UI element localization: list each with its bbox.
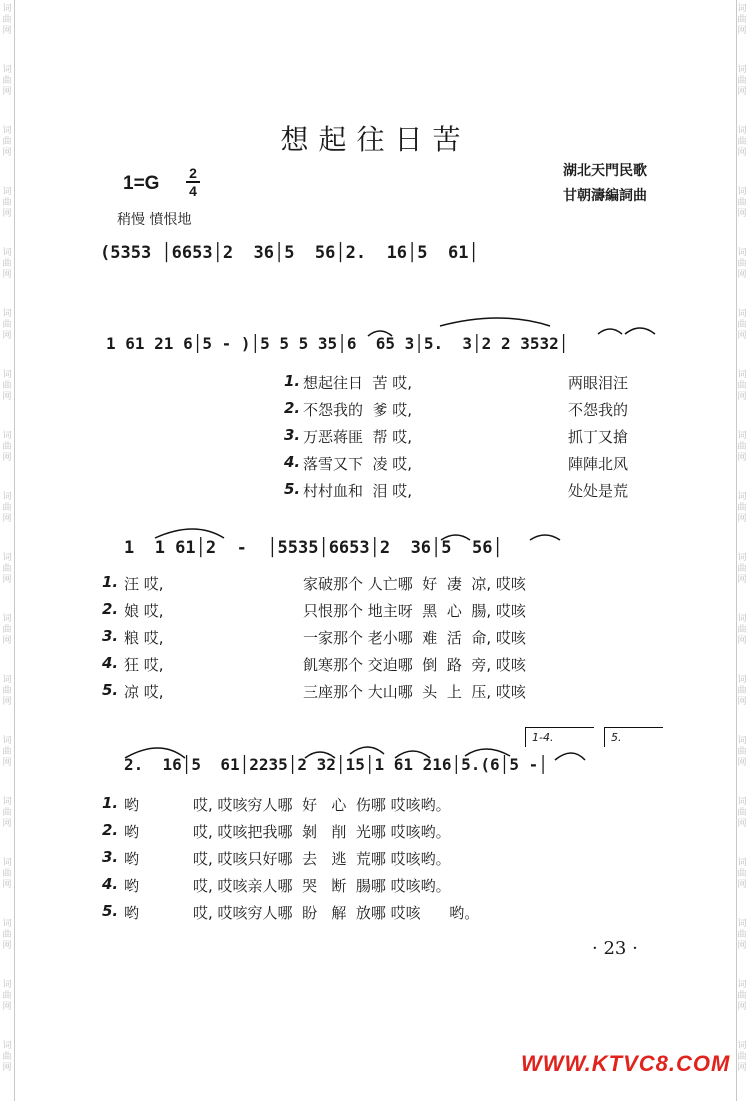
meter-top: 2 [189,165,197,181]
watermark-text: 词 曲 网 [2,1041,12,1073]
arranger-credit: 甘朝濤編詞曲 [563,188,647,204]
verse-start-text: 哟 [124,877,140,895]
watermark-text: 词 曲 网 [2,431,12,463]
watermark-text: 词 曲 网 [737,919,747,951]
verse-lyric-line: 哎, 哎咳穷人哪 盼 解 放哪 哎咳 哟。 [193,904,480,922]
verse-number: 2. [102,821,119,839]
tempo-marking: 稍慢 憤恨地 [117,212,192,228]
watermark-text: 词 曲 网 [2,553,12,585]
key-signature: 1=G [123,173,160,194]
song-source: 湖北天門民歌 [563,163,647,179]
watermark-text: 词 曲 网 [2,614,12,646]
verse-lyric-line: 哎, 哎咳亲人哪 哭 断 腸哪 哎咳哟。 [193,877,451,895]
watermark-text: 词 曲 网 [2,797,12,829]
verse-start-text: 凉 哎, [124,683,164,701]
volta-second-ending: 5. [604,727,663,747]
notation-row-3: 1 1 61│2 - │5535│6653│2 36│5 56│ [124,538,503,558]
verse-number: 1. [102,794,119,812]
verse-end-text: 陣陣北风 [568,455,629,473]
watermark-text: 词 曲 网 [2,4,12,36]
verse-lyric-line: 村村血和 泪 哎, [303,482,413,500]
verse-number: 1. [102,573,119,591]
verse-start-text: 哟 [124,850,140,868]
verse-start-text: 汪 哎, [124,575,164,593]
verse-start-text: 狂 哎, [124,656,164,674]
watermark-text: 词 曲 网 [737,980,747,1012]
website-watermark: WWW.KTVC8.COM [521,1051,731,1076]
watermark-text: 词 曲 网 [737,858,747,890]
verse-number: 2. [102,600,119,618]
volta-first-ending: 1-4. [525,727,594,747]
verse-start-text: 哟 [124,823,140,841]
verse-end-text: 处处是荒 [568,482,629,500]
watermark-text: 词 曲 网 [737,187,747,219]
watermark-text: 词 曲 网 [737,614,747,646]
verse-number: 5. [102,681,119,699]
verse-number: 5. [284,480,301,498]
verse-lyric-line: 家破那个 人亡哪 好 凄 凉, 哎咳 [303,575,526,593]
watermark-text: 词 曲 网 [737,431,747,463]
verse-number: 2. [284,399,301,417]
watermark-text: 词 曲 网 [737,553,747,585]
page-number: · 23 · [592,938,638,959]
notation-row-2: 1 61 21 6│5 - )│5 5 5 35│6 65 3│5. 3│2 2 3532│ [106,334,569,353]
verse-end-text: 两眼泪汪 [568,374,629,392]
watermark-text: 词 曲 网 [2,309,12,341]
verse-start-text: 粮 哎, [124,629,164,647]
watermark-text: 词 曲 网 [2,126,12,158]
watermark-text: 词 曲 网 [737,4,747,36]
notation-row-1: (5353 │6653│2 36│5 56│2. 16│5 61│ [100,243,479,263]
watermark-text: 词 曲 网 [2,736,12,768]
watermark-text: 词 曲 网 [737,492,747,524]
verse-lyric-line: 哎, 哎咳只好哪 去 逃 荒哪 哎咳哟。 [193,850,451,868]
meter-bottom: 4 [189,183,197,199]
watermark-text: 词 曲 网 [737,65,747,97]
verse-number: 4. [284,453,301,471]
verse-lyric-line: 万恶蒋匪 帮 哎, [303,428,413,446]
watermark-text: 词 曲 网 [737,126,747,158]
watermark-text: 词 曲 网 [737,736,747,768]
verse-lyric-line: 一家那个 老小哪 难 活 命, 哎咳 [303,629,526,647]
verse-lyric-line: 哎, 哎咳穷人哪 好 心 伤哪 哎咳哟。 [193,796,451,814]
watermark-text: 词 曲 网 [2,248,12,280]
watermark-text: 词 曲 网 [2,919,12,951]
watermark-text: 词 曲 网 [737,370,747,402]
verse-number: 3. [284,426,301,444]
verse-number: 4. [102,654,119,672]
verse-number: 3. [102,848,119,866]
watermark-text: 词 曲 网 [2,370,12,402]
watermark-text: 词 曲 网 [2,65,12,97]
watermark-text: 词 曲 网 [2,858,12,890]
watermark-text: 词 曲 网 [737,1041,747,1073]
watermark-text: 词 曲 网 [737,309,747,341]
verse-end-text: 不怨我的 [568,401,629,419]
watermark-text: 词 曲 网 [2,187,12,219]
verse-number: 4. [102,875,119,893]
verse-number: 5. [102,902,119,920]
watermark-text: 词 曲 网 [2,675,12,707]
verse-lyric-line: 飢寒那个 交迫哪 倒 路 旁, 哎咳 [303,656,526,674]
watermark-text: 词 曲 网 [737,248,747,280]
verse-lyric-line: 三座那个 大山哪 头 上 压, 哎咳 [303,683,526,701]
verse-lyric-line: 只恨那个 地主呀 黑 心 腸, 哎咳 [303,602,526,620]
verse-lyric-line: 哎, 哎咳把我哪 剝 削 光哪 哎咳哟。 [193,823,451,841]
verse-end-text: 抓丁又搶 [568,428,629,446]
verse-start-text: 哟 [124,796,140,814]
watermark-text: 词 曲 网 [2,492,12,524]
verse-number: 3. [102,627,119,645]
verse-lyric-line: 想起往日 苦 哎, [303,374,413,392]
verse-start-text: 哟 [124,904,140,922]
verse-lyric-line: 不怨我的 爹 哎, [303,401,413,419]
verse-start-text: 娘 哎, [124,602,164,620]
verse-number: 1. [284,372,301,390]
notation-row-4: 2. 16│5 61│2235│2 32│15│1 61 216│5.(6│5 -│ [124,755,548,774]
watermark-text: 词 曲 网 [737,675,747,707]
watermark-text: 词 曲 网 [2,980,12,1012]
song-title: 想起往日苦 [280,123,471,156]
verse-lyric-line: 落雪又下 凌 哎, [303,455,413,473]
watermark-text: 词 曲 网 [737,797,747,829]
